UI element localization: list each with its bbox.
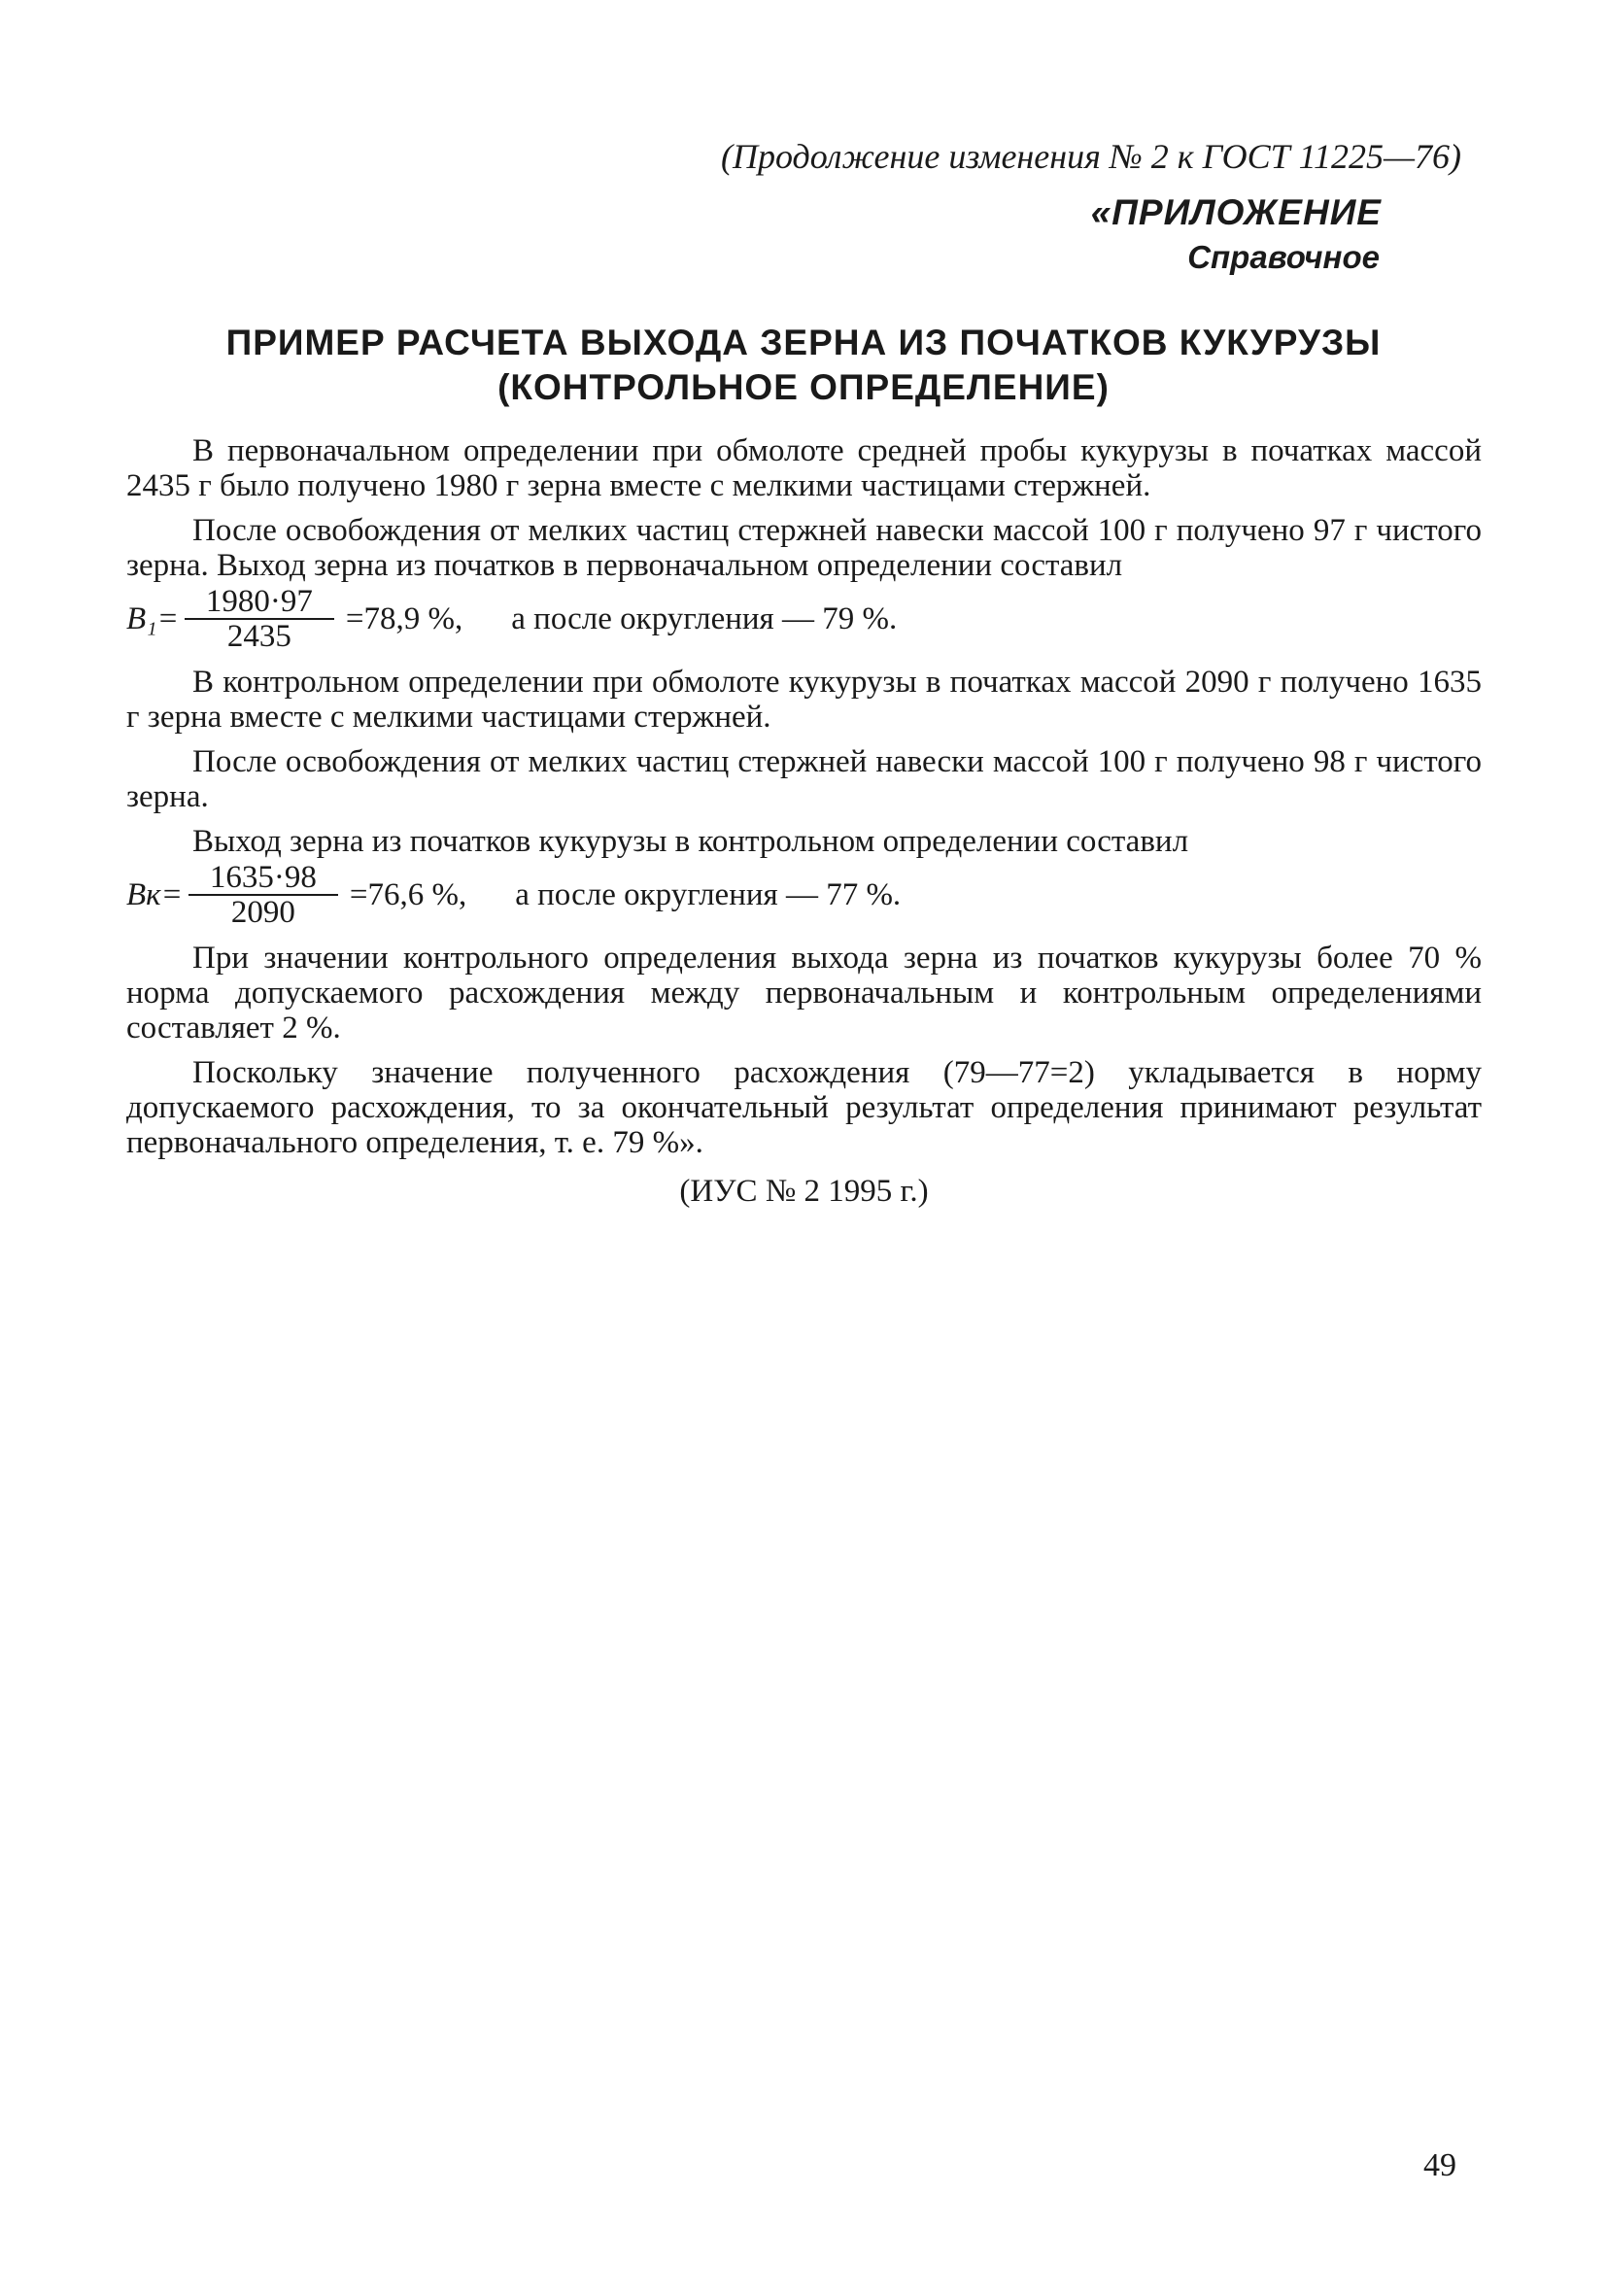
amendment-header: (Продолжение изменения № 2 к ГОСТ 11225—76): [720, 137, 1461, 176]
formula-control: [126, 861, 1482, 929]
fraction: [185, 585, 334, 653]
fraction: [188, 861, 338, 929]
fraction-denominator: 2435: [226, 619, 291, 654]
fraction-denominator: 2090: [230, 895, 295, 930]
appendix-label: «ПРИЛОЖЕНИЕ: [1090, 192, 1382, 232]
paragraph: В контрольном определении при обмолоте кукурузы в початках массой 2090 г получено 1635 г зерна вместе с мелкими частицами стержней.: [126, 665, 1482, 735]
formula-variable: B₁=: [126, 601, 179, 636]
fraction-numerator: 1980·97: [185, 585, 334, 620]
paragraph: В первоначальном определении при обмолоте средней пробы кукурузы в початках массой 2435 г было получено 1980 г зерна вместе с мелкими частицами стержней.: [126, 433, 1482, 503]
paragraph: Поскольку значение полученного расхождения (79—77=2) укладывается в норму допускаемого расхождения, то за окончательный результат определения принимают результат первоначального определения, т. е. 79 %».: [126, 1055, 1482, 1160]
formula-rounded: а после округления — 79 %.: [511, 601, 898, 636]
paragraph: После освобождения от мелких частиц стержней навески массой 100 г получено 98 г чистого зерна.: [126, 744, 1482, 814]
page-number: 49: [1423, 2147, 1456, 2183]
document-subtitle: (КОНТРОЛЬНОЕ ОПРЕДЕЛЕНИЕ): [497, 367, 1110, 407]
formula-result: =76,6 %,: [349, 877, 467, 912]
document-title: ПРИМЕР РАСЧЕТА ВЫХОДА ЗЕРНА ИЗ ПОЧАТКОВ КУКУРУЗЫ: [225, 323, 1382, 362]
paragraph: После освобождения от мелких частиц стержней навески массой 100 г получено 97 г чистого зерна. Выход зерна из початков в первоначальном определении составил: [126, 513, 1482, 583]
formula-result: =78,9 %,: [345, 601, 463, 636]
formula-rounded: а после округления — 77 %.: [515, 877, 902, 912]
paragraph: При значении контрольного определения выхода зерна из початков кукурузы более 70 % норма допускаемого расхождения между первоначальным и контрольным определениями составляет 2 %.: [126, 941, 1482, 1045]
reference-label: Справочное: [1187, 239, 1380, 275]
paragraph: Выход зерна из початков кукурузы в контрольном определении составил: [192, 824, 1189, 859]
main-content: [126, 433, 1482, 1209]
formula-initial: [126, 585, 1482, 653]
fraction-numerator: 1635·98: [188, 861, 338, 896]
formula-variable: Bк=: [126, 877, 183, 912]
source-reference: (ИУС № 2 1995 г.): [679, 1174, 929, 1209]
